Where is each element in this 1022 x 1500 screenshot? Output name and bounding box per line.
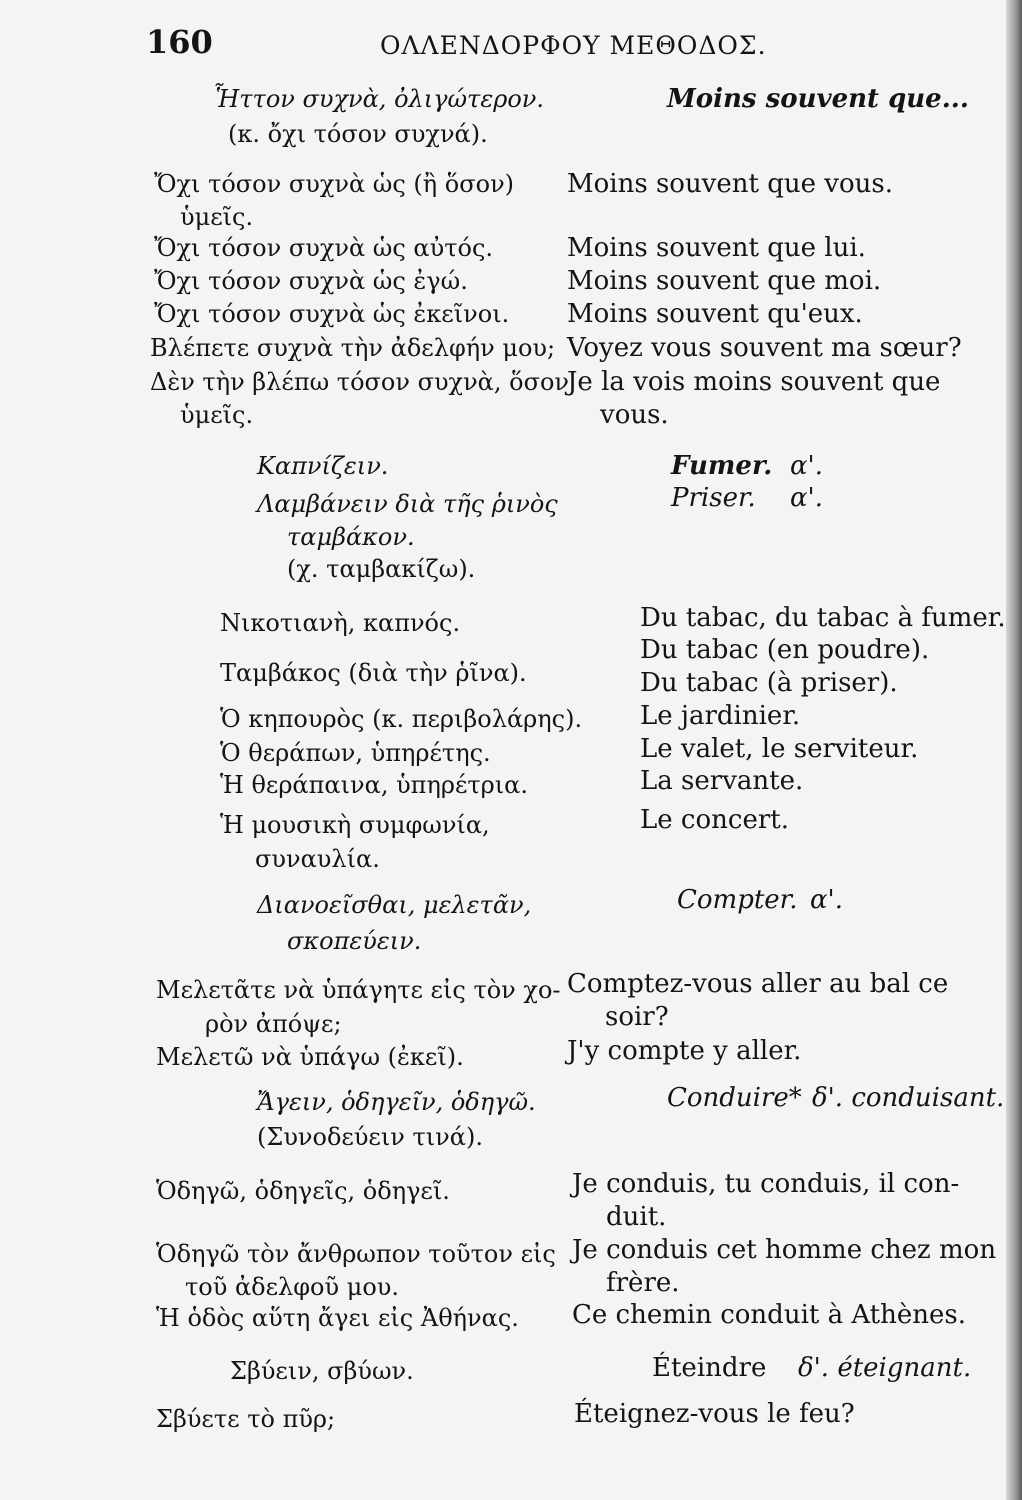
greek-line: Βλέπετε συχνὰ τὴν ἀδελφήν μου; — [150, 334, 556, 362]
greek-line: ὑμεῖς. — [180, 401, 254, 429]
french-line: Comptez-vous aller au bal ce — [567, 969, 949, 999]
greek-line: (Συνοδεύειν τινά). — [257, 1123, 483, 1151]
french-line: Je conduis, tu conduis, il con- — [572, 1169, 960, 1199]
greek-line: Ὁδηγῶ, ὁδηγεῖς, ὁδηγεῖ. — [156, 1177, 450, 1205]
french-line: vous. — [600, 400, 669, 430]
french-line: La servante. — [640, 766, 804, 796]
french-line: Je conduis cet homme chez mon — [572, 1235, 997, 1265]
french-verb: Compter. — [677, 885, 798, 915]
french-line: Du tabac (en poudre). — [640, 635, 930, 665]
french-line: Le jardinier. — [640, 701, 801, 731]
conjugation-tag: α'. — [810, 885, 843, 915]
french-line: Éteignez-vous le feu? — [574, 1399, 855, 1429]
french-line: Du tabac, du tabac à fumer. — [640, 603, 1006, 633]
greek-line: Ὄχι τόσον συχνὰ ὡς αὐτός. — [154, 234, 494, 262]
french-line: Ce chemin conduit à Athènes. — [572, 1300, 966, 1330]
french-line: Moins souvent que moi. — [567, 266, 882, 296]
greek-line: Ταμβάκος (διὰ τὴν ῥῖνα). — [220, 659, 527, 687]
french-verb: Éteindre — [652, 1353, 767, 1383]
french-verb: Fumer. — [671, 451, 773, 481]
greek-line: Δὲν τὴν βλέπω τόσον συχνὰ, ὅσον — [150, 368, 570, 396]
greek-line: συναυλία. — [255, 845, 380, 873]
greek-line: Σβύειν, σβύων. — [230, 1357, 414, 1385]
french-line: Moins souvent que lui. — [567, 233, 866, 263]
greek-line: Ὁδηγῶ τὸν ἄνθρωπον τοῦτον εἰς — [156, 1240, 556, 1268]
french-line: Moins souvent qu'eux. — [567, 299, 863, 329]
greek-line: Ὁ θεράπων, ὑπηρέτης. — [220, 739, 491, 767]
greek-line: (χ. ταμβακίζω). — [287, 555, 476, 583]
greek-line: Ἡ μουσικὴ συμφωνία, — [220, 811, 490, 839]
conjugation-tag: α'. — [790, 451, 823, 481]
greek-line: (κ. ὄχι τόσον συχνά). — [228, 120, 488, 148]
greek-line: τοῦ ἀδελφοῦ μου. — [185, 1273, 399, 1301]
french-verb: Priser. — [671, 483, 756, 513]
french-line: Je la vois moins souvent que — [567, 367, 941, 397]
french-line: Le valet, le serviteur. — [640, 734, 919, 764]
french-line: Du tabac (à priser). — [640, 668, 898, 698]
french-line: Moins souvent que vous. — [567, 169, 893, 199]
greek-line: Μελετῶ νὰ ὑπάγω (ἐκεῖ). — [156, 1043, 464, 1071]
french-line: J'y compte y aller. — [567, 1036, 802, 1066]
french-line: duit. — [606, 1202, 667, 1232]
conjugation-tag: δ'. éteignant. — [798, 1353, 972, 1383]
french-line: soir? — [605, 1002, 669, 1032]
greek-line: Σβύετε τὸ πῦρ; — [156, 1405, 336, 1433]
greek-line: ρὸν ἀπόψε; — [205, 1010, 342, 1038]
greek-line: ὑμεῖς. — [180, 203, 254, 231]
greek-line: Ἄγειν, ὁδηγεῖν, ὁδηγῶ. — [257, 1088, 536, 1116]
greek-line: Ἡ ὁδὸς αὕτη ἄγει εἰς Ἀθήνας. — [156, 1304, 519, 1332]
conjugation-tag: α'. — [790, 483, 823, 513]
french-verb: Conduire* — [667, 1083, 802, 1113]
greek-line: Ὄχι τόσον συχνὰ ὡς ἐγώ. — [154, 267, 468, 295]
greek-line: Καπνίζειν. — [257, 452, 389, 480]
greek-line: Ὁ κηπουρὸς (κ. περιβολάρης). — [220, 705, 583, 733]
greek-line: Ἡ θεράπαινα, ὑπηρέτρια. — [220, 771, 529, 799]
greek-line: Ἧττον συχνὰ, ὀλιγώτερον. — [213, 85, 544, 113]
conjugation-tag: δ'. conduisant. — [812, 1083, 1005, 1113]
greek-line: Λαμβάνειν διὰ τῆς ῥινὸς — [257, 490, 558, 518]
french-line: frère. — [606, 1268, 680, 1298]
french-line: Voyez vous souvent ma sœur? — [567, 333, 962, 363]
greek-line: Μελετᾶτε νὰ ὑπάγητε εἰς τὸν χο- — [156, 976, 561, 1004]
running-title: ΟΛΛΕΝΔΟΡΦΟΥ ΜΕΘΟΔΟΣ. — [380, 31, 767, 60]
page-number: 160 — [146, 23, 213, 61]
page-edge-shadow — [1006, 0, 1022, 1500]
greek-line: σκοπεύειν. — [287, 927, 422, 955]
greek-line: Ὄχι τόσον συχνὰ ὡς ἐκεῖνοι. — [154, 300, 510, 328]
greek-line: ταμβάκον. — [287, 523, 415, 551]
french-line: Le concert. — [640, 805, 789, 835]
french-line: Moins souvent que... — [667, 84, 969, 114]
greek-line: Διανοεῖσθαι, μελετᾶν, — [257, 891, 532, 919]
greek-line: Ὄχι τόσον συχνὰ ὡς (ἢ ὅσον) — [154, 170, 515, 198]
greek-line: Νικοτιανὴ, καπνός. — [220, 609, 461, 637]
